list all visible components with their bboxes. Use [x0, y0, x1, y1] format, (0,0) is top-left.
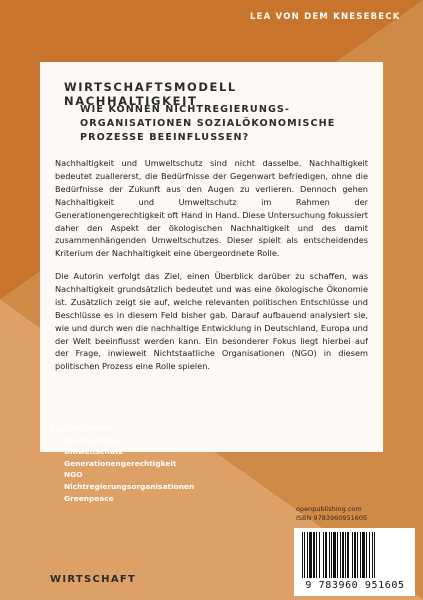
barcode-bar [316, 532, 317, 578]
contents-list [50, 423, 250, 504]
barcode-bar [313, 532, 315, 578]
barcode-bar [360, 532, 361, 578]
barcode-bar [345, 532, 346, 578]
barcode-icon [300, 532, 410, 580]
barcode-bar [357, 532, 358, 578]
book-title: WIRTSCHAFTSMODELL NACHHALTIGKEIT [64, 80, 237, 108]
barcode-bar [333, 532, 336, 578]
book-subtitle: WIE KÖNNEN NICHTREGIERUNGS-ORGANISATIONEN SOZIALÖKONOMISCHE PROZESSE BEEINFLUSSEN? [80, 104, 336, 143]
description-paragraph: Nachhaltigkeit und Umweltschutz sind nicht dasselbe. Nachhaltigkeit bedeutet zuallererst, die Bedürfnisse der Gegenwart befriedigen, ohne die Bedürfnisse der Zukunft aus den Augen zu verlieren. Dennoch gehen Nachhaltigkeit und Umweltschutz im Rahmen der Generationengerechtigkeit oft Hand in Hand. Diese Untersuchung fokussiert daher den Aspekt der ökologischen Nachhaltigkeit und des damit zusammenhängenden Umweltschutzes. Dieser spielt als entscheidendes Kriterium der Nachhaltigkeit eine übergeordnete Rolle. [55, 158, 368, 259]
publisher-url: openpublishing.com [296, 505, 362, 513]
barcode-bar [304, 532, 305, 578]
barcode-bar [354, 532, 356, 578]
barcode-bar [323, 532, 324, 578]
barcode-bar [366, 532, 367, 578]
barcode-bar [374, 532, 375, 578]
contents-item: Greenpeace [64, 493, 114, 503]
contents-heading: Aus dem Inhalt: [50, 424, 116, 433]
barcode-bar [342, 532, 344, 578]
barcode-bar [331, 532, 332, 578]
description-paragraph: Die Autorin verfolgt das Ziel, einen Überblick darüber zu schaffen, was Nachhaltigkeit grundsätzlich bedeutet und was eine ökologische Ökonomie ist. Zusätzlich zeigt sie auf, welche relevanten politischen Entschlüsse und Beschlüsse es in diesem Feld bisher gab. Darauf aufbauend analysiert sie, wie und durch wen die nachhaltige Entwicklung in Deutschland, Europa und der Welt beeinflusst werden kann. Ein besonderer Fokus liegt hierbei auf der Frage, inwieweit Nichtstaatliche Organisationen (NGO) in diesem politischen Prozess eine Rolle spielen. [55, 271, 368, 372]
barcode-bar [319, 532, 320, 578]
barcode-bar [372, 532, 373, 578]
isbn-text: ISBN 9783960951605 [296, 514, 368, 522]
barcode-bar [325, 532, 327, 578]
contents-item: NGO [64, 470, 83, 480]
contents-item: Nichtregierungsorganisationen [64, 481, 195, 491]
contents-item: Nachhaltigkeit [64, 435, 125, 445]
barcode-bar [362, 532, 365, 578]
barcode-bar [307, 532, 308, 578]
contents-item: Generationengerechtigkeit [64, 458, 177, 468]
barcode-bar [347, 532, 349, 578]
barcode-digits: 9 783960 951605 [305, 580, 405, 591]
category-label: WIRTSCHAFT [50, 574, 137, 585]
publisher-info [296, 505, 416, 523]
contents-item: Umweltschutz [64, 447, 123, 457]
barcode-bar [352, 532, 353, 578]
barcode-bar [369, 532, 370, 578]
barcode-bar [340, 532, 341, 578]
isbn-barcode [294, 528, 415, 596]
barcode-bar [309, 532, 312, 578]
author-name: LEA VON DEM KNESEBECK [250, 12, 401, 22]
barcode-bar [337, 532, 338, 578]
barcode-bar [302, 532, 303, 578]
barcode-bar [329, 532, 330, 578]
